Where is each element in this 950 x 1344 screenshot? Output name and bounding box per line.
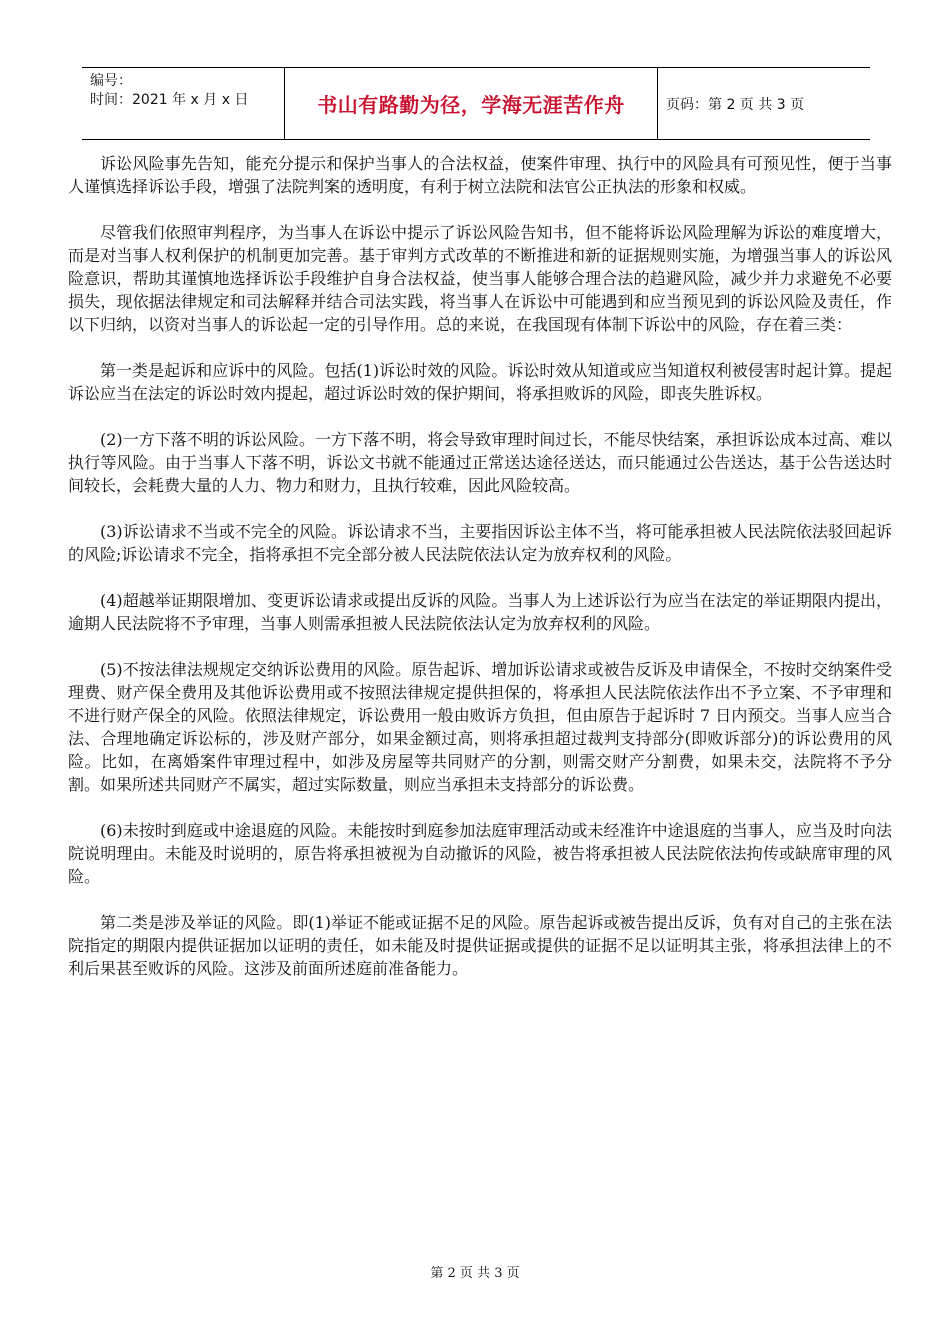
paragraph: (2)一方下落不明的诉讼风险。一方下落不明，将会导致审理时间过长，不能尽快结案，承担诉讼成本过高、难以执行等风险。由于当事人下落不明，诉讼文书就不能通过正常送达途径送达，而只能通过公告送达，基于公告送达时间较长，会耗费大量的人力、物力和财力，且执行较难，因此风险较高。	[68, 430, 892, 495]
paragraph: (5)不按法律法规规定交纳诉讼费用的风险。原告起诉、增加诉讼请求或被告反诉及申请保全，不按时交纳案件受理费、财产保全费用及其他诉讼费用或不按照法律规定提供担保的，将承担人民法院依法作出不予立案、不予审理和不进行财产保全的风险。依照法律规定，诉讼费用一般由败诉方负担，但由原告于起诉时 7 日内预交。当事人应当合法、合理地确定诉讼标的，涉及财产部分，如果金额过高，则将承担超过裁判支持部分(即败诉部分)的诉讼费用的风险。比如，在离婚案件审理过程中，如涉及房屋等共同财产的分割，则需交财产分割费，如果未交，法院将不予分割。如果所述共同财产不属实，超过实际数量，则应当承担未支持部分的诉讼费。	[68, 660, 892, 794]
header-motto: 书山有路勤为径，学海无涯苦作舟	[285, 68, 658, 139]
document-time-label: 时间：2021 年 x 月 x 日	[90, 92, 249, 108]
document-number-label: 编号：	[90, 73, 132, 89]
paragraph: (6)未按时到庭或中途退庭的风险。未能按时到庭参加法庭审理活动或未经准许中途退庭的当事人，应当及时向法院说明理由。未能及时说明的，原告将承担被视为自动撤诉的风险，被告将承担被人民法院依法拘传或缺席审理的风险。	[68, 821, 892, 886]
header-page-info: 页码：第 2 页 共 3 页	[666, 96, 805, 113]
paragraph: (3)诉讼请求不当或不完全的风险。诉讼请求不当，主要指因诉讼主体不当，将可能承担被人民法院依法驳回起诉的风险;诉讼请求不完全，指将承担不完全部分被人民法院依法认定为放弃权利的风险。	[68, 522, 892, 564]
paragraph: 第一类是起诉和应诉中的风险。包括(1)诉讼时效的风险。诉讼时效从知道或应当知道权利被侵害时起计算。提起诉讼应当在法定的诉讼时效内提起，超过诉讼时效的保护期间，将承担败诉的风险，即丧失胜诉权。	[68, 361, 892, 403]
paragraph: 尽管我们依照审判程序，为当事人在诉讼中提示了诉讼风险告知书，但不能将诉讼风险理解为诉讼的难度增大，而是对当事人权利保护的机制更加完善。基于审判方式改革的不断推进和新的证据规则实施，为增强当事人的诉讼风险意识，帮助其谨慎地选择诉讼手段维护自身合法权益，使当事人能够合理合法的趋避风险，减少并力求避免不必要损失，现依据法律规定和司法解释并结合司法实践，将当事人在诉讼中可能遇到和应当预见到的诉讼风险及责任，作以下归纳，以资对当事人的诉讼起一定的引导作用。总的来说，在我国现有体制下诉讼中的风险，存在着三类：	[68, 223, 892, 334]
header-meta	[82, 68, 285, 139]
page-footer: 第 2 页 共 3 页	[430, 1266, 520, 1281]
document-header	[82, 67, 870, 140]
document-body	[68, 152, 892, 1003]
paragraph: 第二类是涉及举证的风险。即(1)举证不能或证据不足的风险。原告起诉或被告提出反诉，负有对自己的主张在法院指定的期限内提供证据加以证明的责任，如未能及时提供证据或提供的证据不足以证明其主张，将承担法律上的不利后果甚至败诉的风险。这涉及前面所述庭前准备能力。	[68, 913, 892, 978]
paragraph: 诉讼风险事先告知，能充分提示和保护当事人的合法权益，使案件审理、执行中的风险具有可预见性，便于当事人谨慎选择诉讼手段，增强了法院判案的透明度，有利于树立法院和法官公正执法的形象和权威。	[68, 154, 892, 196]
paragraph: (4)超越举证期限增加、变更诉讼请求或提出反诉的风险。当事人为上述诉讼行为应当在法定的举证期限内提出，逾期人民法院将不予审理，当事人则需承担被人民法院依法认定为放弃权利的风险。	[68, 591, 892, 633]
